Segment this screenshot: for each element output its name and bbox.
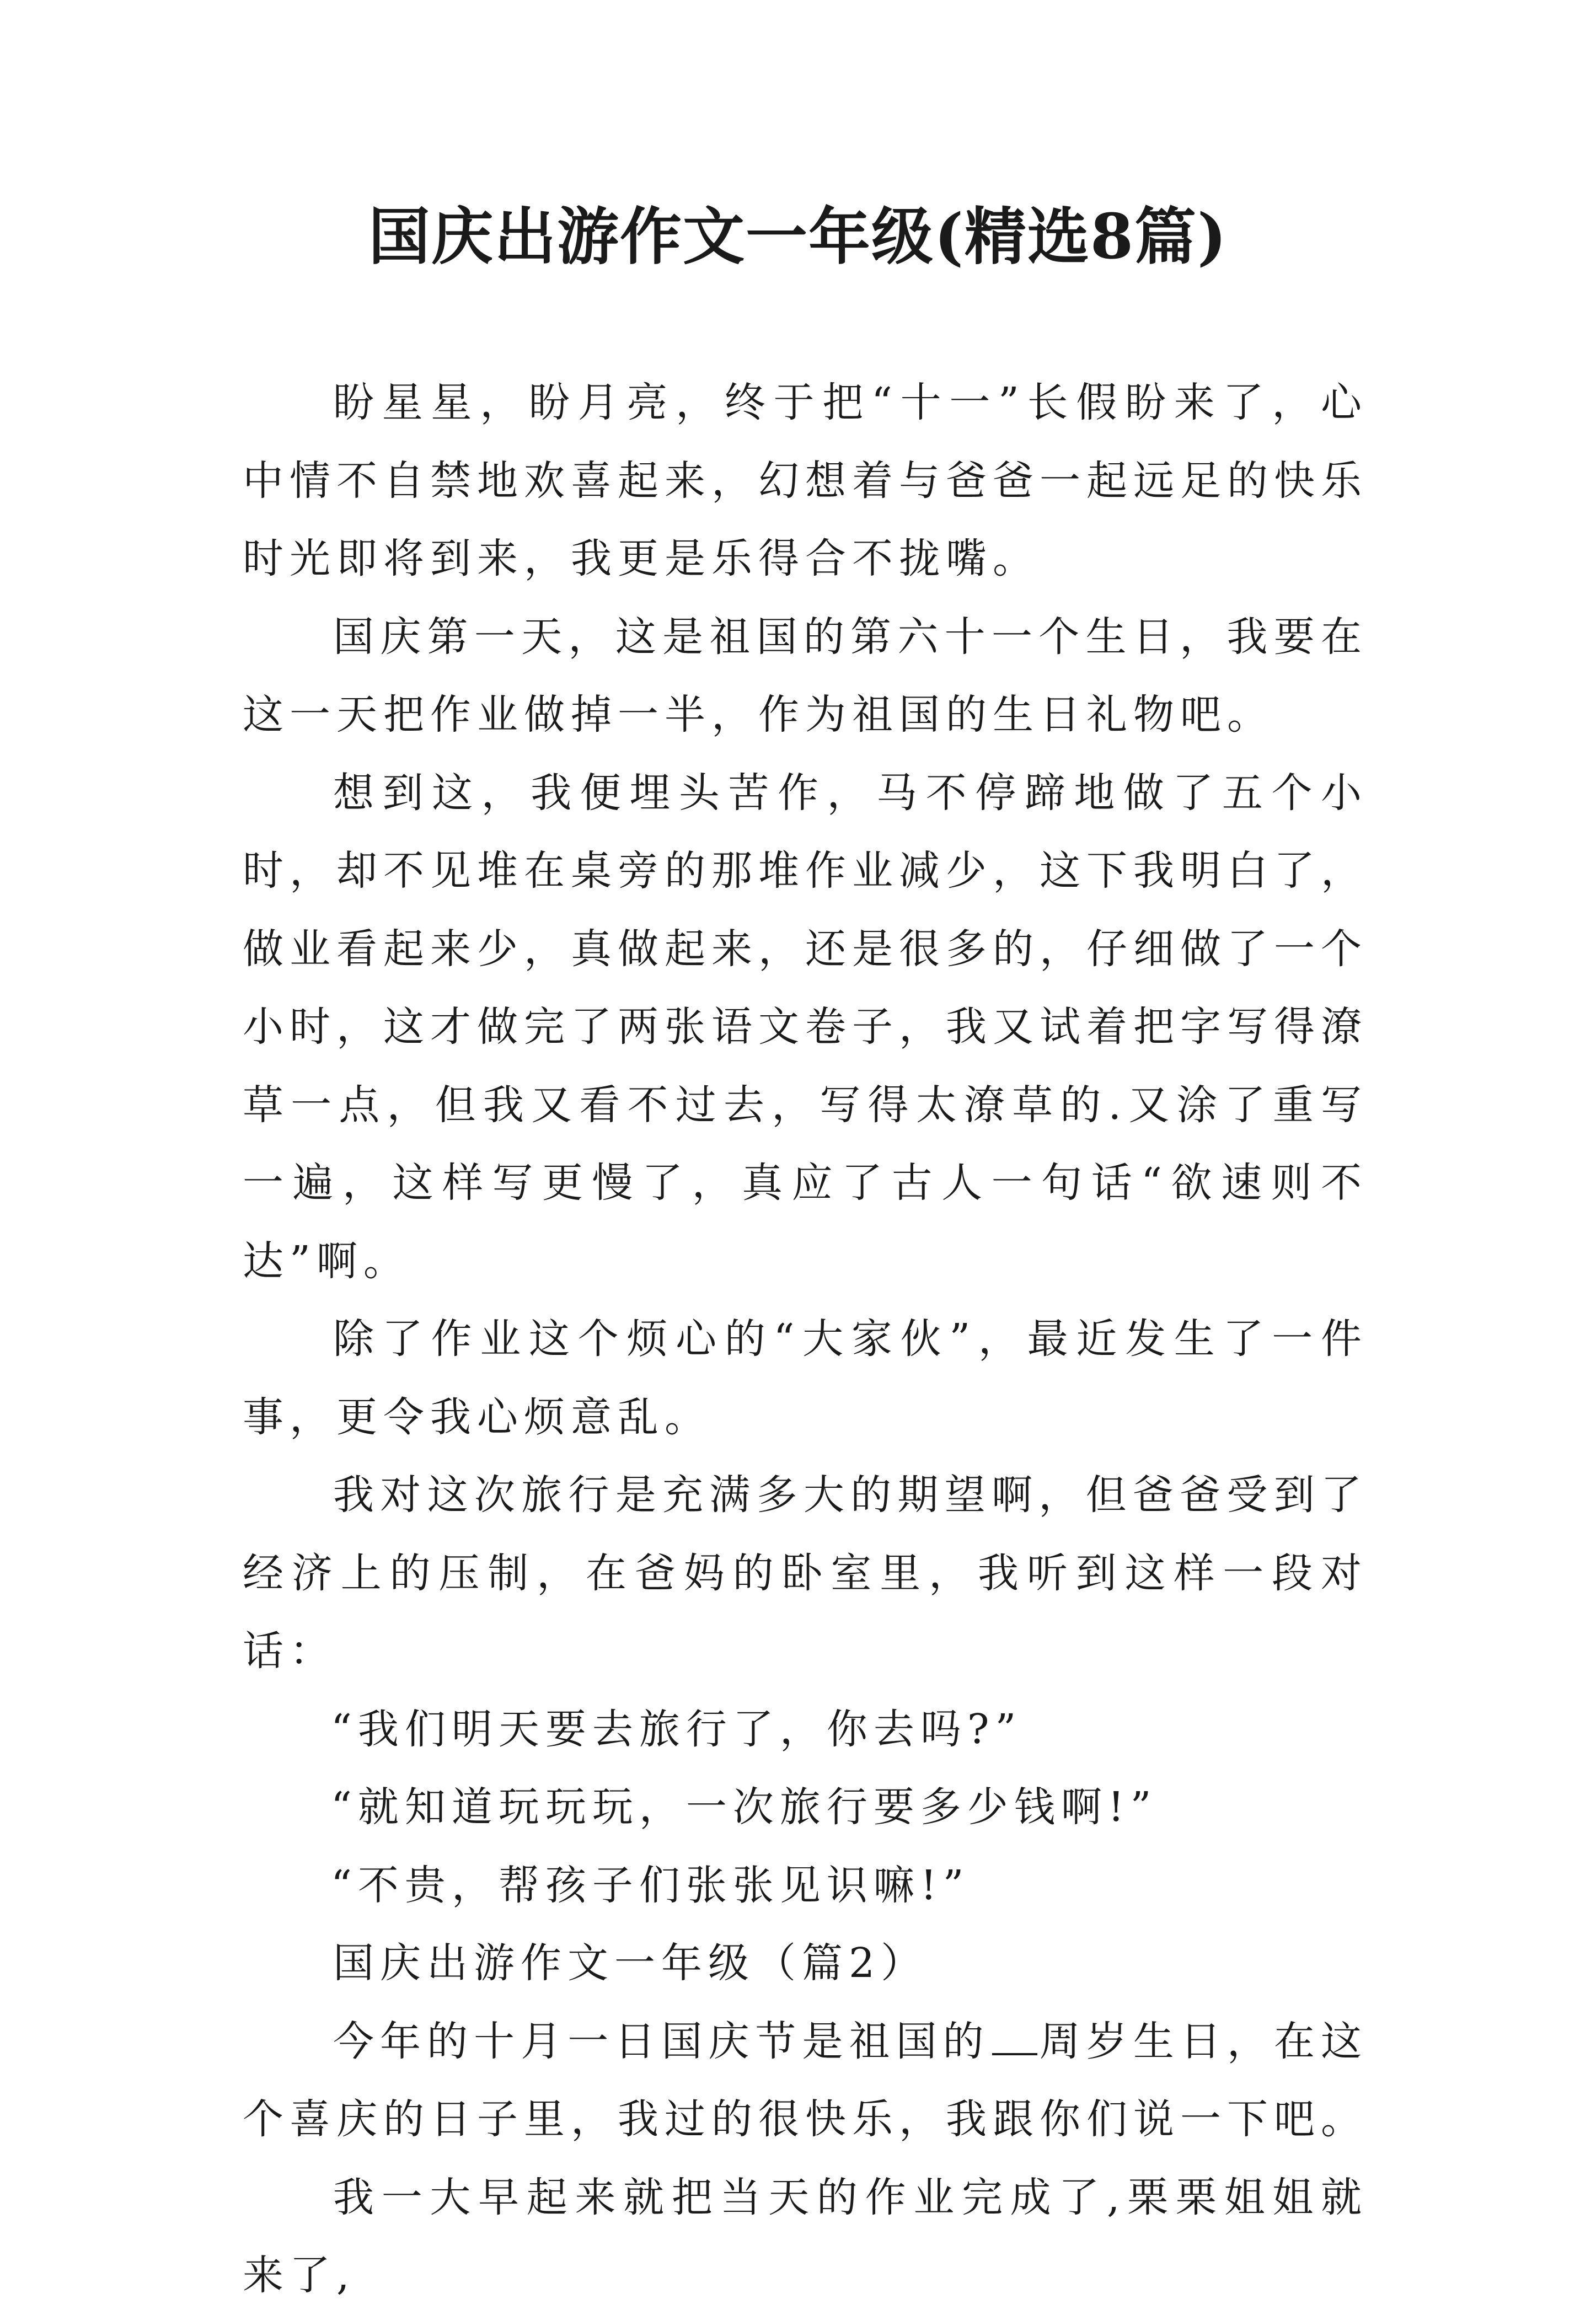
document-title: 国庆出游作文一年级(精选8篇)	[368, 201, 1228, 273]
dialog-line: “我们明天要去旅行了，你去吗?”	[331, 1705, 1022, 1753]
paragraph	[243, 2003, 1368, 2159]
paragraph: 除了作业这个烦心的“大家伙”，最近发生了一件事，更令我心烦意乱。	[243, 1315, 1368, 1441]
document-body	[243, 364, 1368, 2315]
section-heading: 国庆出游作文一年级（篇2）	[333, 1939, 928, 1987]
paragraph-text: 今年的十月一日国庆节是祖国的	[333, 2017, 990, 2065]
paragraph: 盼星星，盼月亮，终于把“十一”长假盼来了，心中情不自禁地欢喜起来，幻想着与爸爸一起远足的快乐时光即将到来，我更是乐得合不拢嘴。	[243, 379, 1368, 582]
paragraph: 想到这，我便埋头苦作，马不停蹄地做了五个小时，却不见堆在桌旁的那堆作业减少，这下我明白了，做业看起来少，真做起来，还是很多的，仔细做了一个小时，这才做完了两张语文卷子，我又试着把字写得潦草一点，但我又看不过去，写得太潦草的.又涂了重写一遍，这样写更慢了，真应了古人一句话“欲速则不达”啊。	[243, 769, 1368, 1285]
paragraph-text: 周岁生日，在这个喜庆的日子里，我过的很快乐，我跟你们说一下吧。	[243, 2017, 1368, 2143]
dialog-line: “不贵，帮孩子们张张见识嘛!”	[331, 1861, 970, 1909]
paragraph: 我对这次旅行是充满多大的期望啊，但爸爸受到了经济上的压制，在爸妈的卧室里，我听到这样一段对话：	[243, 1471, 1368, 1675]
paragraph: 国庆第一天，这是祖国的第六十一个生日，我要在这一天把作业做掉一半，作为祖国的生日礼物吧。	[243, 613, 1368, 738]
fill-in-blank	[992, 2020, 1037, 2055]
dialog-line: “就知道玩玩玩，一次旅行要多少钱啊!”	[331, 1783, 1158, 1831]
paragraph: 我一大早起来就把当天的作业完成了,栗栗姐姐就来了,	[243, 2173, 1368, 2299]
